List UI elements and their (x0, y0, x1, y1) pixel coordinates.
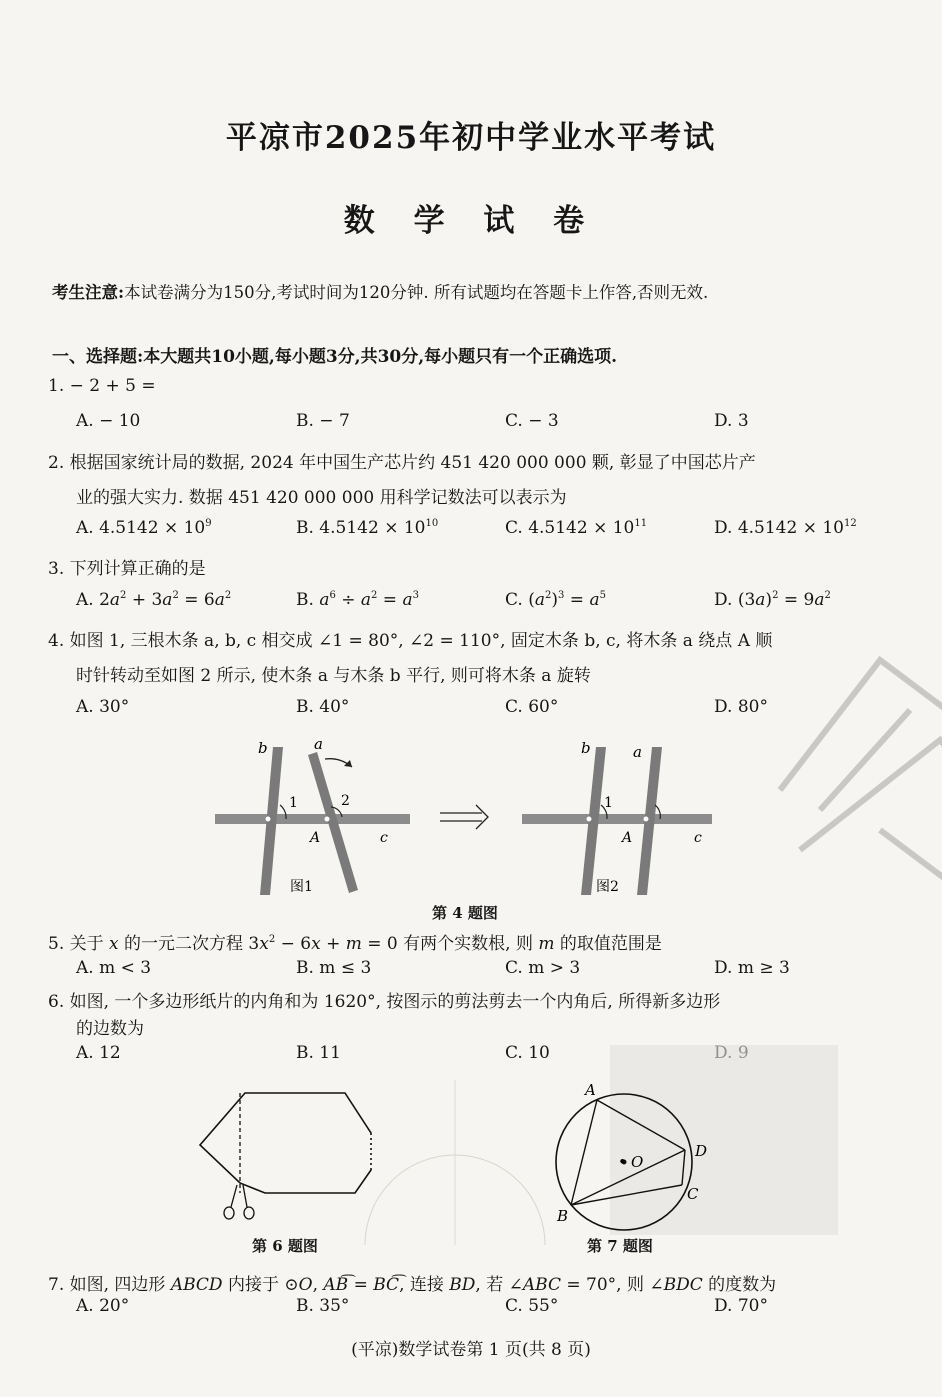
q2-stem-line2: 业的强大实力. 数据 451 420 000 000 用科学记数法可以表示为 (76, 488, 567, 508)
q2-option-d (714, 518, 857, 538)
exam-notice (52, 279, 708, 303)
q6-option-c: C. 10 (505, 1043, 550, 1063)
q5-option-b: B. m ≤ 3 (296, 958, 372, 978)
q4-caption: 第 4 题图 (432, 904, 498, 922)
svg-text:B: B (557, 1207, 569, 1225)
svg-text:c: c (694, 830, 702, 846)
q5-stem: 5. 关于 x 的一元二次方程 $3x^2 - 6x + m = 0$ 有两个实数根, 则 m 的取值范围是 (48, 934, 662, 954)
q3-option-d: D. $(3a)^2 = 9a^2$ (714, 590, 831, 610)
implies-arrow (440, 805, 488, 829)
fig1-stick-c (215, 814, 410, 824)
q7-figure (545, 1075, 720, 1235)
svg-text:2: 2 (341, 793, 350, 809)
q2-option-d-base: D. 4.5142 × 10 (714, 518, 844, 538)
q2-option-c-exp: 11 (634, 518, 648, 529)
section-heading: 一、选择题:本大题共10小题,每小题3分,共30分,每小题只有一个正确选项. (52, 347, 618, 367)
q2-option-b-base: B. 4.5142 × 10 (296, 518, 426, 538)
q2-option-a-exp: 9 (205, 518, 212, 529)
q2-option-a-base: A. 4.5142 × 10 (76, 518, 206, 538)
page-footer: (平凉)数学试卷第 1 页(共 8 页) (351, 1340, 591, 1360)
page-title: 平凉市2025年初中学业水平考试 (225, 120, 717, 156)
svg-text:A: A (622, 830, 633, 846)
fig1-label: 图1 (290, 879, 313, 895)
svg-text:C: C (687, 1185, 699, 1203)
watermark-stamp (760, 600, 942, 900)
svg-text:a: a (314, 735, 323, 753)
q6-stem-line2: 的边数为 (76, 1019, 144, 1039)
q2-option-c (505, 518, 647, 538)
q4-option-c: C. 60° (505, 697, 559, 717)
q4-option-a: A. 30° (76, 697, 130, 717)
q1-option-d: D. 3 (714, 411, 749, 431)
svg-text:D: D (695, 1142, 708, 1160)
q4-figures (200, 735, 720, 895)
q2-option-a (76, 518, 212, 538)
q3-option-c: C. $(a^2)^3 = a^5$ (505, 590, 606, 610)
q7-stem: 7. 如图, 四边形 ABCD 内接于 ⊙O, AB͡ = BC͡, 连接 BD, 若 ∠ABC = 70°, 则 ∠BDC 的度数为 (48, 1275, 777, 1295)
q6-figure (195, 1085, 385, 1230)
svg-text:•: • (618, 1153, 627, 1171)
svg-text:a: a (633, 743, 642, 761)
q7-option-b: B. 35° (296, 1296, 350, 1316)
q2-option-c-base: C. 4.5142 × 10 (505, 518, 635, 538)
notice-text: 本试卷满分为150分,考试时间为120分钟. 所有试题均在答题卡上作答,否则无效. (124, 283, 709, 302)
q6-option-a: A. 12 (76, 1043, 121, 1063)
fig2-stick-c (522, 814, 712, 824)
q3-option-a: A. $2a^2 + 3a^2 = 6a^2$ (76, 590, 232, 610)
q3-stem: 3. 下列计算正确的是 (48, 559, 206, 579)
q4-stem-line2: 时针转动至如图 2 所示, 使木条 a 与木条 b 平行, 则可将木条 a 旋转 (76, 666, 591, 686)
q7-option-c: C. 55° (505, 1296, 559, 1316)
q6-option-b: B. 11 (296, 1043, 341, 1063)
q1-option-a: A. − 10 (76, 411, 141, 431)
q6-caption: 第 6 题图 (252, 1237, 318, 1255)
q4-option-b: B. 40° (296, 697, 350, 717)
q1-stem: 1. − 2 + 5 = (48, 376, 156, 396)
q4-stem-line1: 4. 如图 1, 三根木条 a, b, c 相交成 ∠1 = 80°, ∠2 = 110°, 固定木条 b, c, 将木条 a 绕点 A 顺 (48, 631, 773, 651)
svg-text:1: 1 (289, 795, 298, 811)
q2-option-d-exp: 12 (844, 518, 857, 529)
q2-stem-line1: 2. 根据国家统计局的数据, 2024 年中国生产芯片约 451 420 000 000 颗, 彰显了中国芯片产 (48, 453, 756, 473)
notice-label: 考生注意: (52, 283, 125, 302)
q5-option-a: A. m < 3 (76, 958, 152, 978)
polygon-paper (200, 1093, 371, 1193)
svg-text:b: b (581, 739, 591, 757)
q3-option-b: B. $a^6 \div a^2 = a^3$ (296, 590, 419, 610)
q5-option-c: C. m > 3 (505, 958, 581, 978)
q5-option-d: D. m ≥ 3 (714, 958, 790, 978)
svg-text:A: A (585, 1081, 596, 1099)
svg-text:b: b (258, 739, 268, 757)
fig2-label: 图2 (596, 879, 619, 895)
page-subtitle: 数 学 试 卷 (343, 203, 599, 239)
q6-stem-line1: 6. 如图, 一个多边形纸片的内角和为 1620°, 按图示的剪法剪去一个内角后, 所得新多边形 (48, 992, 721, 1012)
q4-option-d: D. 80° (714, 697, 768, 717)
q1-option-c: C. − 3 (505, 411, 559, 431)
q7-option-d: D. 70° (714, 1296, 768, 1316)
svg-text:A: A (310, 830, 321, 846)
q2-option-b (296, 518, 438, 538)
svg-text:c: c (380, 830, 388, 846)
bleed-through-figure (355, 1060, 555, 1250)
q2-option-b-exp: 10 (425, 518, 439, 529)
q7-caption: 第 7 题图 (587, 1237, 653, 1255)
q7-option-a: A. 20° (76, 1296, 130, 1316)
svg-text:1: 1 (604, 795, 613, 811)
scissors-icon (224, 1185, 254, 1219)
svg-text:O: O (631, 1153, 644, 1171)
q1-option-b: B. − 7 (296, 411, 350, 431)
